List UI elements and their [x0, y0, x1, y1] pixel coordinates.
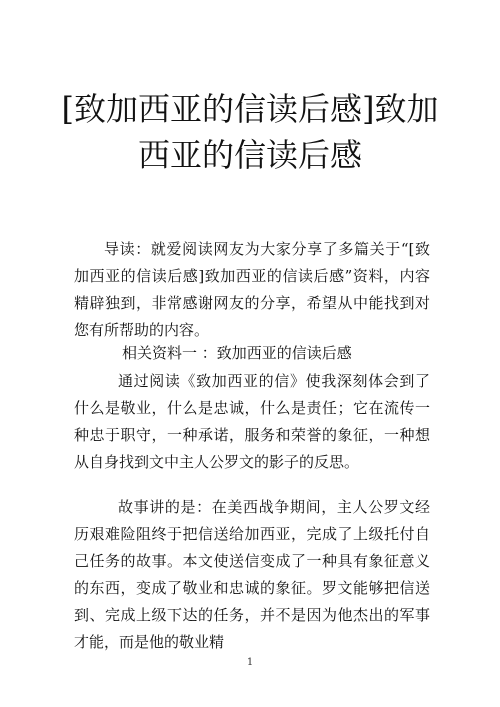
page-number: 1: [246, 657, 254, 668]
document-title: [致加西亚的信读后感]致加西亚的信读后感: [61, 90, 439, 174]
body-paragraph-2: 故事讲的是：在美西战争期间，主人公罗文经历艰难险阻终于把信送给加西亚，完成了上级托付自己任务的故事。本文使送信变成了一种具有象征意义的东西，变成了敬业和忠诚的象征。罗文能够把信送到、完成上级下达的任务，并不是因为他杰出的军事才能，而是他的敬业精: [74, 498, 430, 651]
body-paragraph-1: 通过阅读《致加西亚的信》使我深刻体会到了什么是敬业，什么是忠诚，什么是责任；它在流传一种忠于职守，一种承诺，服务和荣誉的象征，一种想从自身找到文中主人公罗文的影子的反思。: [74, 372, 430, 471]
intro-paragraph: 导读：就爱阅读网友为大家分享了多篇关于“[致加西亚的信读后感]致加西亚的信读后感”资料，内容精辟独到，非常感谢网友的分享，希望从中能找到对您有所帮助的内容。: [74, 240, 430, 339]
reference-heading: 相关资料一 ：致加西亚的信读后感: [122, 344, 352, 362]
